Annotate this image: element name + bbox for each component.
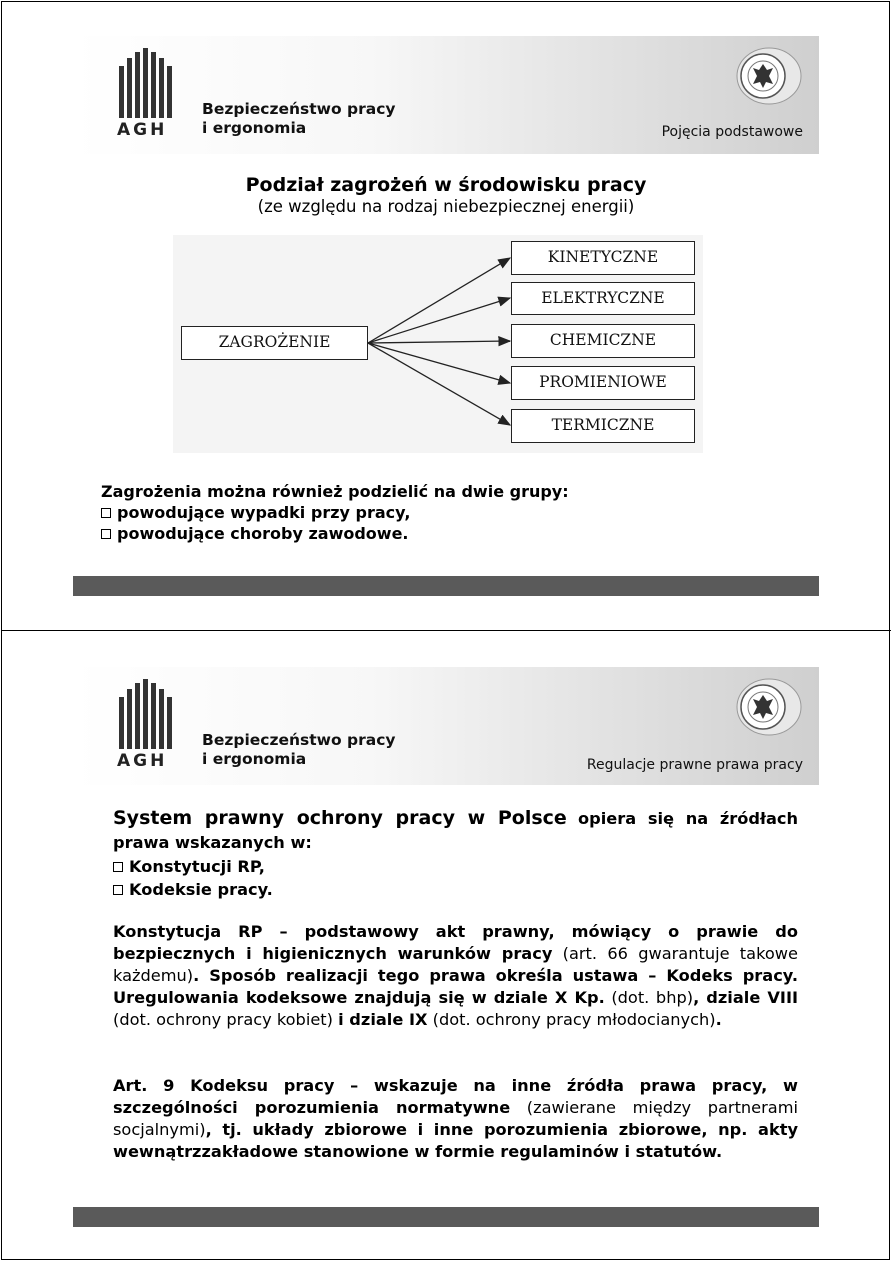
para1-s7: i dziale IX: [338, 1010, 428, 1029]
university-emblem-icon: [733, 677, 803, 737]
para1-s3: . Sposób realizacji tego prawa określa ustawa – Kodeks pracy. Uregulowania kodeksowe znajdują się w dziale X Kp.: [113, 966, 798, 1007]
para1-s6: (dot. ochrony pracy kobiet): [113, 1010, 333, 1029]
para2-s2: (zawierane między partnerami socjalnymi): [113, 1098, 798, 1139]
list-item: [113, 855, 798, 878]
checkbox-bullet-icon: [113, 862, 123, 872]
para1-s1: Konstytucja RP – podstawowy akt prawny, mówiący o prawie do bezpiecznych i higienicznych warunków pracy: [113, 922, 798, 963]
box-chemiczne: CHEMICZNE: [511, 324, 695, 358]
list-item-text: powodujące wypadki przy pracy,: [117, 503, 411, 522]
arrow-elektryczne: [368, 298, 510, 343]
course-title-line1: Bezpieczeństwo pracy: [202, 100, 396, 118]
box-zagrozenie: ZAGROŻENIE: [181, 326, 368, 360]
checkbox-bullet-icon: [101, 508, 111, 518]
title-text: Podział zagrożeń w środowisku pracy: [245, 174, 647, 196]
box-promieniowe: PROMIENIOWE: [511, 366, 695, 400]
para2-s1: Art. 9 Kodeksu pracy – wskazuje na inne źródła prawa pracy, w szczególności porozumienia normatywne: [113, 1076, 798, 1117]
course-title-line2: i ergonomia: [202, 750, 307, 768]
arrow-kinetyczne: [368, 258, 510, 343]
list-item: [113, 878, 798, 901]
course-title: [202, 731, 396, 769]
section-label: Pojęcia podstawowe: [661, 124, 803, 140]
para1-s8: (dot. ochrony pracy młodocianych): [432, 1010, 716, 1029]
box-kinetyczne: KINETYCZNE: [511, 241, 695, 275]
university-emblem-icon: [733, 46, 803, 106]
para1-s2: (art. 66 gwarantuje takowe każdemu): [113, 944, 798, 985]
agh-logo: [117, 679, 173, 775]
intro-heading: System prawny ochrony pracy w Polsce: [113, 807, 567, 829]
legal-system-intro: [113, 806, 798, 901]
list-item-text: Kodeksie pracy.: [129, 880, 273, 899]
page-divider: [1, 630, 891, 631]
arrow-promieniowe: [368, 343, 510, 383]
intro-rest: opiera się na źródłach prawa wskazanych w:: [113, 809, 798, 852]
section-label: Regulacje prawne prawa pracy: [586, 757, 803, 773]
art9-paragraph: [113, 1075, 798, 1163]
box-elektryczne: ELEKTRYCZNE: [511, 282, 695, 315]
para2-s3: , tj. układy zbiorowe i inne porozumienia zbiorowe, np. akty wewnątrzzakładowe stanowione w formie regulaminów i statutów.: [113, 1120, 798, 1161]
box-termiczne: TERMICZNE: [511, 409, 695, 443]
slide-header: [73, 667, 819, 785]
subtitle-text: (ze względu na rodzaj niebezpiecznej energii): [257, 197, 635, 216]
para1-s4: (dot. bhp): [611, 988, 694, 1007]
checkbox-bullet-icon: [101, 529, 111, 539]
groups-intro: Zagrożenia można również podzielić na dwie grupy:: [101, 482, 569, 501]
slide-footer-bar: [73, 576, 819, 596]
slide-title: [73, 174, 819, 216]
list-item: [101, 502, 569, 523]
course-title-line2: i ergonomia: [202, 119, 307, 137]
list-item-text: powodujące choroby zawodowe.: [117, 524, 409, 543]
para1-s9: .: [715, 1010, 722, 1029]
arrow-termiczne: [368, 343, 510, 425]
hazard-groups: [101, 481, 569, 544]
arrow-chemiczne: [368, 341, 510, 343]
para1-s5: , dziale VIII: [693, 988, 798, 1007]
slide-header: [73, 36, 819, 154]
slide-footer-bar: [73, 1207, 819, 1227]
slide-2: [73, 667, 819, 1227]
checkbox-bullet-icon: [113, 885, 123, 895]
course-title-line1: Bezpieczeństwo pracy: [202, 731, 396, 749]
list-item-text: Konstytucji RP,: [129, 857, 265, 876]
agh-logo: [117, 48, 173, 144]
hazard-diagram: [173, 235, 703, 453]
constitution-paragraph: [113, 921, 798, 1031]
slide-1: [73, 36, 819, 596]
list-item: [101, 523, 569, 544]
course-title: [202, 100, 396, 138]
logo-text: AGH: [117, 751, 168, 771]
logo-text: AGH: [117, 120, 168, 140]
